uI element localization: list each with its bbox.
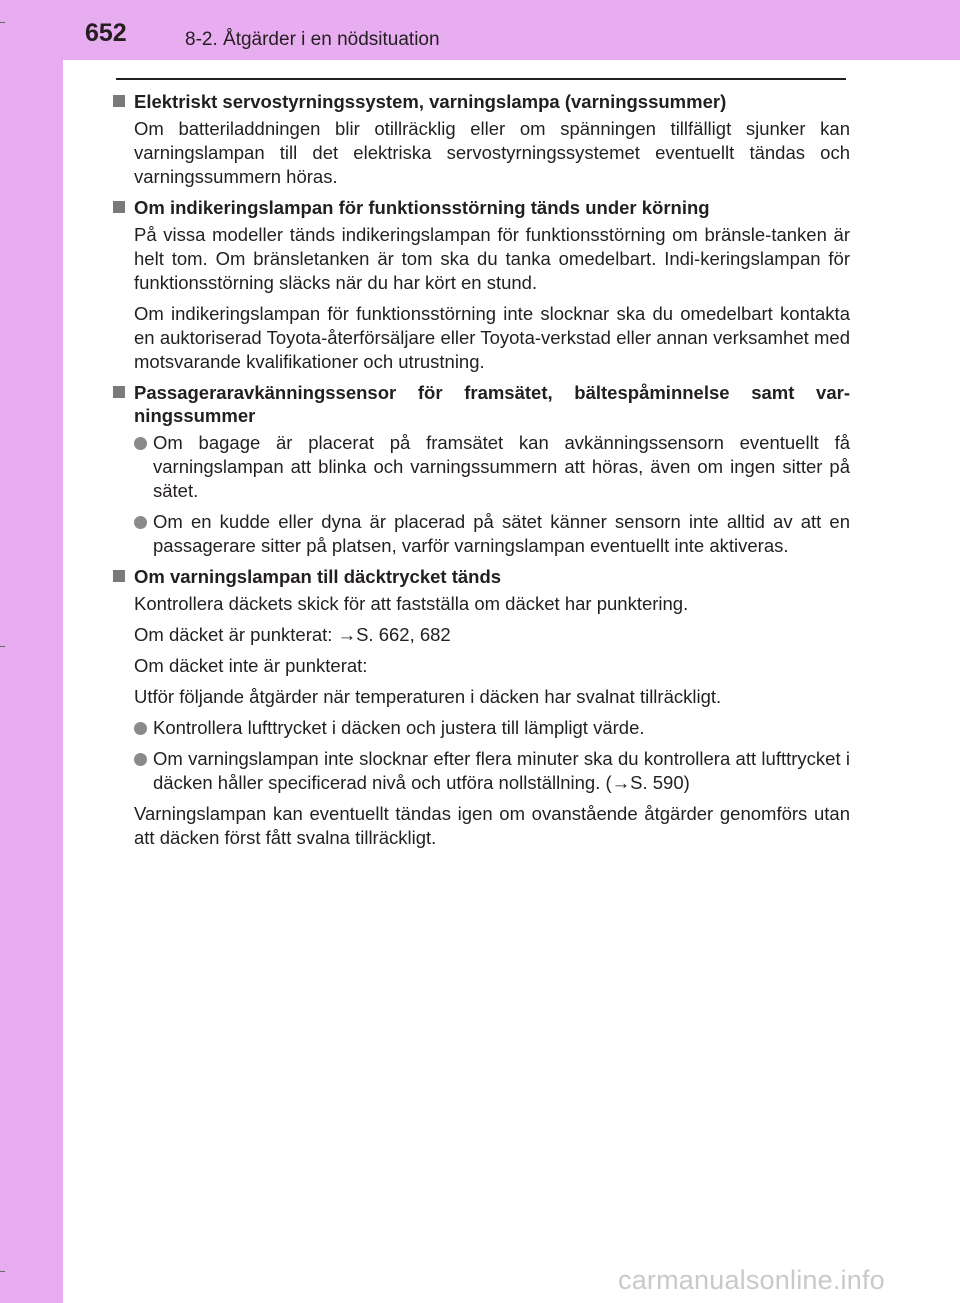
section-heading-text: Om varningslampan till däcktrycket tänds	[134, 566, 502, 587]
section-heading	[110, 90, 850, 113]
paragraph: Kontrollera däckets skick för att fastställa om däcket har punktering.	[134, 593, 689, 614]
list-item-text: Om bagage är placerat på framsätet kan avkänningssensorn eventuellt få varningslampan att blinka och varningssummern att höras, även om ingen sitter på sätet.	[153, 432, 850, 501]
header-divider	[116, 78, 846, 80]
paragraph: Utför följande åtgärder när temperaturen i däcken har svalnat tillräckligt.	[134, 686, 722, 707]
watermark: carmanualsonline.info	[618, 1265, 885, 1295]
list-item-text: Om en kudde eller dyna är placerad på sätet känner sensorn inte alltid av att en passagerare sitter på platsen, varför varningslampan eventuellt inte aktiveras.	[153, 511, 850, 556]
paragraph: Om batteriladdningen blir otillräcklig eller om spänningen tillfälligt sjunker kan varningslampan till det elektriska servostyrningssystemet eventuellt tändas och varningssummern höras.	[134, 118, 850, 187]
round-bullet-icon	[134, 722, 147, 735]
square-bullet-icon	[113, 201, 125, 213]
section-heading-text: Om indikeringslampan för funktionsstörning tänds under körning	[134, 197, 710, 218]
square-bullet-icon	[113, 386, 125, 398]
section-heading	[110, 381, 850, 427]
list-item	[110, 747, 850, 795]
list-item	[110, 431, 850, 503]
round-bullet-icon	[134, 516, 147, 529]
section-heading-text: Passageraravkänningssensor för framsätet, bältespåminnelse samt var-ningssummer	[134, 382, 850, 426]
crop-mark	[0, 646, 5, 647]
round-bullet-icon	[134, 753, 147, 766]
section-heading	[110, 196, 850, 219]
crop-mark	[0, 1271, 5, 1272]
closing-paragraph: Varningslampan kan eventuellt tändas igen om ovanstående åtgärder genomförs utan att däcken först fått svalna tillräckligt.	[134, 803, 850, 848]
paragraph: Om indikeringslampan för funktionsstörning inte slocknar ska du omedelbart kontakta en auktoriserad Toyota-återförsäljare eller Toyota-verkstad eller annan verksamhet med motsvarande kvalifikationer och utrustning.	[134, 303, 850, 372]
square-bullet-icon	[113, 570, 125, 582]
crop-mark	[0, 22, 5, 23]
main-content	[110, 90, 850, 857]
list-item-text: Kontrollera lufttrycket i däcken och justera till lämpligt värde.	[153, 717, 645, 738]
paragraph: Om däcket är punkterat: →S. 662, 682	[134, 624, 451, 645]
section-title: 8-2. Åtgärder i en nödsituation	[185, 29, 440, 50]
section-heading	[110, 565, 850, 588]
page-number: 652	[85, 19, 127, 47]
round-bullet-icon	[134, 437, 147, 450]
paragraph: På vissa modeller tänds indikeringslampan för funktionsstörning om bränsle-tanken är helt tom. Om bränsletanken är tom ska du tanka omedelbart. Indi-keringslampan för funktionsstörning släcks när du har kört en stund.	[134, 224, 850, 293]
list-item-text: Om varningslampan inte slocknar efter flera minuter ska du kontrollera att lufttrycket i däcken håller specificerad nivå och utföra nollställning. (→S. 590)	[153, 748, 850, 793]
paragraph: Om däcket inte är punkterat:	[134, 655, 368, 676]
list-item	[110, 716, 850, 740]
side-color-band	[0, 0, 63, 1303]
section-heading-text: Elektriskt servostyrningssystem, varningslampa (varningssummer)	[134, 91, 727, 112]
square-bullet-icon	[113, 95, 125, 107]
list-item	[110, 510, 850, 558]
